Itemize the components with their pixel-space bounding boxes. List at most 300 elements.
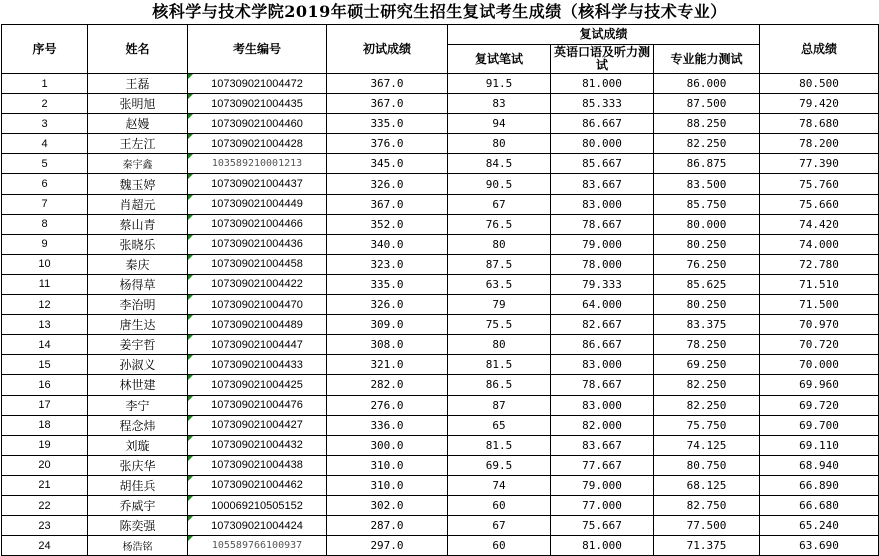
cell-name bbox=[88, 516, 188, 536]
cell-initial-score bbox=[327, 395, 448, 415]
cell-written bbox=[448, 455, 551, 475]
cell-written bbox=[448, 395, 551, 415]
cell-written-text: 90.5 bbox=[485, 177, 513, 191]
cell-ability-text: 87.500 bbox=[686, 97, 727, 111]
cell-seq-text: 2 bbox=[41, 97, 48, 110]
cell-seq-text: 24 bbox=[38, 539, 51, 552]
cell-ability-text: 71.375 bbox=[686, 539, 727, 553]
cell-total-text: 65.240 bbox=[799, 519, 839, 533]
cell-name-text: 孙淑义 bbox=[119, 358, 156, 373]
cell-seq-text: 17 bbox=[38, 399, 51, 412]
cell-total-text: 66.890 bbox=[799, 478, 839, 492]
cell-oral-text: 78.667 bbox=[582, 378, 622, 392]
cell-oral-text: 85.333 bbox=[582, 97, 622, 111]
cell-written bbox=[448, 74, 551, 94]
cell-initial-score bbox=[327, 274, 448, 294]
cell-total-text: 70.970 bbox=[799, 318, 839, 332]
cell-oral bbox=[551, 335, 654, 355]
cell-ability-text: 85.625 bbox=[686, 277, 727, 291]
cell-ability-text: 88.250 bbox=[686, 117, 727, 131]
cell-exam-id-text: 107309021004437 bbox=[211, 178, 303, 191]
cell-total bbox=[760, 74, 879, 94]
cell-name bbox=[88, 455, 188, 475]
cell-initial-score bbox=[327, 154, 448, 174]
header-name: 姓名 bbox=[88, 25, 188, 74]
cell-exam-id-text: 103589210001213 bbox=[211, 158, 303, 170]
cell-initial-score bbox=[327, 375, 448, 395]
cell-written bbox=[448, 134, 551, 154]
cell-total-text: 71.510 bbox=[799, 277, 839, 291]
cell-name-text: 陈奕强 bbox=[119, 519, 156, 534]
cell-oral bbox=[551, 134, 654, 154]
cell-written-text: 65 bbox=[492, 418, 506, 432]
cell-initial-score-text: 300.0 bbox=[370, 438, 404, 452]
cell-seq bbox=[2, 475, 88, 495]
cell-total-text: 77.390 bbox=[799, 157, 839, 171]
cell-name bbox=[88, 274, 188, 294]
cell-name-text: 秦宇鑫 bbox=[122, 160, 153, 172]
cell-exam-id-text: 107309021004432 bbox=[211, 439, 303, 452]
table-row bbox=[2, 536, 879, 556]
cell-ability bbox=[654, 234, 760, 254]
cell-ability-text: 80.250 bbox=[686, 298, 727, 312]
cell-seq-text: 13 bbox=[38, 318, 51, 331]
cell-initial-score-text: 336.0 bbox=[370, 418, 404, 432]
cell-written-text: 80 bbox=[492, 137, 506, 151]
cell-total-text: 71.500 bbox=[799, 298, 839, 312]
cell-initial-score bbox=[327, 234, 448, 254]
cell-seq-text: 23 bbox=[38, 519, 51, 532]
cell-seq-text: 18 bbox=[38, 419, 51, 432]
table-row bbox=[2, 335, 879, 355]
cell-initial-score-text: 345.0 bbox=[370, 157, 404, 171]
cell-ability bbox=[654, 375, 760, 395]
header-exam-id: 考生编号 bbox=[188, 25, 327, 74]
cell-name bbox=[88, 254, 188, 274]
cell-initial-score bbox=[327, 475, 448, 495]
cell-ability-text: 86.000 bbox=[686, 77, 727, 91]
cell-oral bbox=[551, 455, 654, 475]
header-ability: 专业能力测试 bbox=[654, 45, 760, 74]
cell-ability bbox=[654, 395, 760, 415]
cell-initial-score-text: 326.0 bbox=[370, 298, 404, 312]
cell-name bbox=[88, 174, 188, 194]
cell-ability-text: 83.375 bbox=[686, 318, 727, 332]
cell-name-text: 赵嫚 bbox=[125, 117, 150, 132]
cell-total bbox=[760, 254, 879, 274]
cell-ability bbox=[654, 254, 760, 274]
cell-written bbox=[448, 174, 551, 194]
cell-exam-id bbox=[188, 295, 327, 315]
cell-seq bbox=[2, 94, 88, 114]
cell-marker-icon bbox=[188, 416, 193, 421]
cell-written bbox=[448, 475, 551, 495]
cell-written bbox=[448, 315, 551, 335]
cell-exam-id bbox=[188, 475, 327, 495]
cell-exam-id-text: 105589766100937 bbox=[211, 540, 303, 552]
cell-initial-score-text: 323.0 bbox=[370, 257, 404, 271]
cell-exam-id bbox=[188, 94, 327, 114]
cell-written bbox=[448, 274, 551, 294]
cell-exam-id-text: 107309021004428 bbox=[211, 137, 303, 150]
cell-initial-score bbox=[327, 254, 448, 274]
cell-marker-icon bbox=[188, 436, 193, 441]
cell-initial-score-text: 282.0 bbox=[370, 378, 404, 392]
cell-written bbox=[448, 495, 551, 515]
cell-total-text: 80.500 bbox=[799, 77, 839, 91]
table-row bbox=[2, 74, 879, 94]
cell-name-text: 张晓乐 bbox=[119, 237, 156, 252]
cell-name-text: 秦庆 bbox=[125, 257, 150, 272]
cell-name-text: 王左江 bbox=[119, 137, 156, 152]
cell-written bbox=[448, 516, 551, 536]
cell-exam-id-text: 107309021004427 bbox=[211, 419, 303, 432]
cell-ability bbox=[654, 274, 760, 294]
cell-initial-score-text: 326.0 bbox=[370, 177, 404, 191]
cell-initial-score-text: 352.0 bbox=[370, 217, 404, 231]
cell-seq bbox=[2, 74, 88, 94]
cell-written-text: 84.5 bbox=[485, 157, 513, 171]
cell-initial-score bbox=[327, 415, 448, 435]
cell-name bbox=[88, 74, 188, 94]
cell-seq bbox=[2, 174, 88, 194]
table-row bbox=[2, 455, 879, 475]
cell-ability bbox=[654, 154, 760, 174]
cell-name-text: 蔡山青 bbox=[119, 217, 156, 232]
cell-exam-id bbox=[188, 274, 327, 294]
cell-exam-id bbox=[188, 114, 327, 134]
cell-written bbox=[448, 234, 551, 254]
cell-name bbox=[88, 214, 188, 234]
cell-total-text: 79.420 bbox=[799, 97, 839, 111]
cell-name bbox=[88, 495, 188, 515]
cell-exam-id-text: 107309021004470 bbox=[211, 298, 303, 311]
cell-seq-text: 21 bbox=[38, 479, 51, 492]
table-row bbox=[2, 194, 879, 214]
cell-name-text: 林世建 bbox=[119, 378, 156, 393]
cell-name-text: 乔威宇 bbox=[119, 499, 156, 514]
cell-exam-id bbox=[188, 375, 327, 395]
cell-total bbox=[760, 536, 879, 556]
cell-oral-text: 78.667 bbox=[582, 217, 622, 231]
cell-oral-text: 85.667 bbox=[582, 157, 622, 171]
cell-ability bbox=[654, 114, 760, 134]
table-row bbox=[2, 315, 879, 335]
cell-ability bbox=[654, 174, 760, 194]
cell-exam-id-text: 107309021004422 bbox=[211, 278, 303, 291]
cell-seq bbox=[2, 114, 88, 134]
cell-seq bbox=[2, 335, 88, 355]
cell-name bbox=[88, 134, 188, 154]
cell-ability bbox=[654, 355, 760, 375]
cell-exam-id-text: 107309021004424 bbox=[211, 519, 303, 532]
cell-initial-score bbox=[327, 516, 448, 536]
cell-ability-text: 82.250 bbox=[686, 398, 727, 412]
cell-total bbox=[760, 395, 879, 415]
cell-ability bbox=[654, 194, 760, 214]
cell-exam-id bbox=[188, 315, 327, 335]
cell-written-text: 81.5 bbox=[485, 438, 513, 452]
cell-marker-icon bbox=[188, 476, 193, 481]
cell-oral bbox=[551, 174, 654, 194]
cell-total bbox=[760, 475, 879, 495]
table-row bbox=[2, 415, 879, 435]
cell-ability-text: 77.500 bbox=[686, 519, 727, 533]
cell-oral-text: 82.667 bbox=[582, 318, 622, 332]
cell-total-text: 70.720 bbox=[799, 338, 839, 352]
cell-seq-text: 22 bbox=[38, 499, 51, 512]
cell-oral bbox=[551, 94, 654, 114]
cell-written-text: 94 bbox=[492, 117, 506, 131]
cell-total-text: 78.200 bbox=[799, 137, 839, 151]
cell-exam-id-text: 107309021004489 bbox=[211, 318, 303, 331]
cell-ability-text: 82.250 bbox=[686, 378, 727, 392]
cell-total-text: 75.660 bbox=[799, 197, 839, 211]
cell-seq-text: 20 bbox=[38, 459, 51, 472]
cell-initial-score-text: 335.0 bbox=[370, 117, 404, 131]
cell-name bbox=[88, 194, 188, 214]
cell-total-text: 69.700 bbox=[799, 418, 839, 432]
cell-seq-text: 14 bbox=[38, 338, 51, 351]
cell-total bbox=[760, 355, 879, 375]
cell-written bbox=[448, 415, 551, 435]
cell-name-text: 张明旭 bbox=[119, 97, 156, 112]
table-row bbox=[2, 114, 879, 134]
cell-exam-id-text: 107309021004458 bbox=[211, 258, 303, 271]
cell-written-text: 83 bbox=[492, 97, 506, 111]
cell-exam-id-text: 107309021004438 bbox=[211, 459, 303, 472]
cell-seq-text: 16 bbox=[38, 378, 51, 391]
cell-exam-id bbox=[188, 435, 327, 455]
cell-oral bbox=[551, 74, 654, 94]
cell-marker-icon bbox=[188, 114, 193, 119]
cell-total bbox=[760, 114, 879, 134]
cell-initial-score-text: 302.0 bbox=[370, 499, 404, 513]
cell-initial-score-text: 367.0 bbox=[370, 197, 404, 211]
cell-initial-score-text: 367.0 bbox=[370, 77, 404, 91]
header-row bbox=[2, 25, 879, 45]
cell-marker-icon bbox=[188, 195, 193, 200]
cell-ability bbox=[654, 455, 760, 475]
cell-initial-score bbox=[327, 114, 448, 134]
cell-initial-score-text: 321.0 bbox=[370, 358, 404, 372]
cell-total bbox=[760, 174, 879, 194]
page-title: 核科学与技术学院2019年硕士研究生招生复试考生成绩（核科学与技术专业） bbox=[152, 2, 727, 21]
cell-name bbox=[88, 395, 188, 415]
cell-initial-score-text: 367.0 bbox=[370, 97, 404, 111]
cell-name-text: 胡佳兵 bbox=[119, 478, 156, 493]
cell-exam-id bbox=[188, 495, 327, 515]
cell-ability bbox=[654, 315, 760, 335]
cell-written-text: 67 bbox=[492, 519, 506, 533]
cell-marker-icon bbox=[188, 174, 193, 179]
cell-marker-icon bbox=[188, 295, 193, 300]
cell-oral-text: 78.000 bbox=[582, 257, 622, 271]
table-row bbox=[2, 214, 879, 234]
cell-initial-score-text: 309.0 bbox=[370, 318, 404, 332]
cell-oral bbox=[551, 516, 654, 536]
cell-exam-id-text: 107309021004433 bbox=[211, 358, 303, 371]
cell-oral bbox=[551, 315, 654, 335]
cell-seq-text: 1 bbox=[41, 77, 48, 90]
cell-ability bbox=[654, 295, 760, 315]
cell-initial-score-text: 310.0 bbox=[370, 478, 404, 492]
header-written: 复试笔试 bbox=[448, 45, 551, 74]
cell-oral-text: 81.000 bbox=[582, 539, 622, 553]
cell-marker-icon bbox=[188, 255, 193, 260]
cell-seq-text: 7 bbox=[41, 198, 48, 211]
cell-name bbox=[88, 315, 188, 335]
cell-oral bbox=[551, 395, 654, 415]
cell-seq bbox=[2, 395, 88, 415]
cell-name bbox=[88, 295, 188, 315]
cell-name bbox=[88, 154, 188, 174]
cell-name bbox=[88, 435, 188, 455]
cell-seq bbox=[2, 455, 88, 475]
cell-ability-text: 68.125 bbox=[686, 478, 727, 492]
header-initial-score: 初试成绩 bbox=[327, 25, 448, 74]
cell-seq bbox=[2, 154, 88, 174]
cell-initial-score bbox=[327, 94, 448, 114]
cell-ability bbox=[654, 516, 760, 536]
cell-total bbox=[760, 375, 879, 395]
table-row bbox=[2, 295, 879, 315]
cell-exam-id bbox=[188, 254, 327, 274]
cell-oral bbox=[551, 154, 654, 174]
cell-initial-score-text: 376.0 bbox=[370, 137, 404, 151]
cell-marker-icon bbox=[188, 536, 193, 541]
cell-seq-text: 10 bbox=[38, 258, 51, 271]
cell-exam-id bbox=[188, 355, 327, 375]
cell-oral-text: 77.000 bbox=[582, 499, 622, 513]
cell-oral bbox=[551, 495, 654, 515]
cell-name bbox=[88, 415, 188, 435]
cell-initial-score bbox=[327, 455, 448, 475]
cell-ability bbox=[654, 335, 760, 355]
cell-seq-text: 4 bbox=[41, 137, 48, 150]
cell-ability-text: 78.250 bbox=[686, 338, 727, 352]
cell-total bbox=[760, 455, 879, 475]
cell-oral bbox=[551, 536, 654, 556]
cell-initial-score bbox=[327, 335, 448, 355]
cell-written-text: 67 bbox=[492, 197, 506, 211]
cell-name-text: 李宁 bbox=[125, 398, 150, 413]
cell-exam-id bbox=[188, 516, 327, 536]
cell-seq-text: 9 bbox=[41, 238, 48, 251]
cell-total bbox=[760, 214, 879, 234]
cell-marker-icon bbox=[188, 215, 193, 220]
cell-exam-id bbox=[188, 134, 327, 154]
cell-marker-icon bbox=[188, 275, 193, 280]
cell-total-text: 72.780 bbox=[799, 257, 839, 271]
cell-marker-icon bbox=[188, 496, 193, 501]
cell-written-text: 79 bbox=[492, 298, 506, 312]
cell-marker-icon bbox=[188, 375, 193, 380]
cell-marker-icon bbox=[188, 516, 193, 521]
cell-name-text: 肖超元 bbox=[119, 197, 156, 212]
cell-marker-icon bbox=[188, 134, 193, 139]
cell-written-text: 74 bbox=[492, 478, 506, 492]
cell-exam-id-text: 107309021004449 bbox=[211, 198, 303, 211]
cell-ability-text: 86.875 bbox=[686, 157, 727, 171]
cell-seq bbox=[2, 295, 88, 315]
cell-initial-score-text: 310.0 bbox=[370, 458, 404, 472]
cell-marker-icon bbox=[188, 456, 193, 461]
cell-oral-text: 75.667 bbox=[582, 519, 622, 533]
cell-name bbox=[88, 114, 188, 134]
cell-name bbox=[88, 234, 188, 254]
table-row bbox=[2, 174, 879, 194]
header-seq: 序号 bbox=[2, 25, 88, 74]
cell-initial-score-text: 340.0 bbox=[370, 237, 404, 251]
cell-name bbox=[88, 335, 188, 355]
cell-written-text: 87.5 bbox=[485, 257, 513, 271]
cell-ability bbox=[654, 74, 760, 94]
cell-total-text: 75.760 bbox=[799, 177, 839, 191]
cell-written-text: 87 bbox=[492, 398, 506, 412]
cell-seq bbox=[2, 315, 88, 335]
cell-seq bbox=[2, 234, 88, 254]
cell-total-text: 69.110 bbox=[799, 438, 839, 452]
cell-initial-score bbox=[327, 536, 448, 556]
cell-total bbox=[760, 295, 879, 315]
cell-written bbox=[448, 194, 551, 214]
cell-initial-score-text: 335.0 bbox=[370, 277, 404, 291]
cell-oral-text: 82.000 bbox=[582, 418, 622, 432]
cell-oral-text: 86.667 bbox=[582, 338, 622, 352]
cell-seq bbox=[2, 194, 88, 214]
cell-oral-text: 79.333 bbox=[582, 277, 622, 291]
cell-written-text: 80 bbox=[492, 338, 506, 352]
cell-seq-text: 5 bbox=[41, 157, 48, 170]
cell-oral-text: 83.000 bbox=[582, 398, 622, 412]
cell-marker-icon bbox=[188, 396, 193, 401]
cell-total bbox=[760, 234, 879, 254]
cell-seq bbox=[2, 274, 88, 294]
table-row bbox=[2, 475, 879, 495]
cell-seq bbox=[2, 435, 88, 455]
cell-total-text: 63.690 bbox=[799, 539, 839, 553]
cell-ability bbox=[654, 134, 760, 154]
cell-ability-text: 75.750 bbox=[686, 418, 727, 432]
cell-initial-score bbox=[327, 74, 448, 94]
cell-written-text: 91.5 bbox=[485, 77, 513, 91]
cell-exam-id bbox=[188, 395, 327, 415]
cell-exam-id-text: 107309021004460 bbox=[211, 117, 303, 130]
cell-total bbox=[760, 274, 879, 294]
cell-total-text: 68.940 bbox=[799, 458, 839, 472]
cell-seq-text: 15 bbox=[38, 358, 51, 371]
cell-initial-score-text: 308.0 bbox=[370, 338, 404, 352]
cell-marker-icon bbox=[188, 154, 193, 159]
cell-written-text: 63.5 bbox=[485, 277, 513, 291]
cell-seq-text: 19 bbox=[38, 439, 51, 452]
cell-exam-id-text: 107309021004436 bbox=[211, 238, 303, 251]
cell-seq bbox=[2, 134, 88, 154]
cell-total bbox=[760, 194, 879, 214]
cell-total bbox=[760, 495, 879, 515]
cell-initial-score bbox=[327, 214, 448, 234]
cell-seq bbox=[2, 495, 88, 515]
cell-written bbox=[448, 355, 551, 375]
cell-written bbox=[448, 435, 551, 455]
cell-name-text: 李治明 bbox=[119, 298, 156, 313]
cell-seq bbox=[2, 214, 88, 234]
cell-exam-id-text: 107309021004476 bbox=[211, 399, 303, 412]
cell-total-text: 78.680 bbox=[799, 117, 839, 131]
cell-oral bbox=[551, 375, 654, 395]
cell-seq bbox=[2, 536, 88, 556]
